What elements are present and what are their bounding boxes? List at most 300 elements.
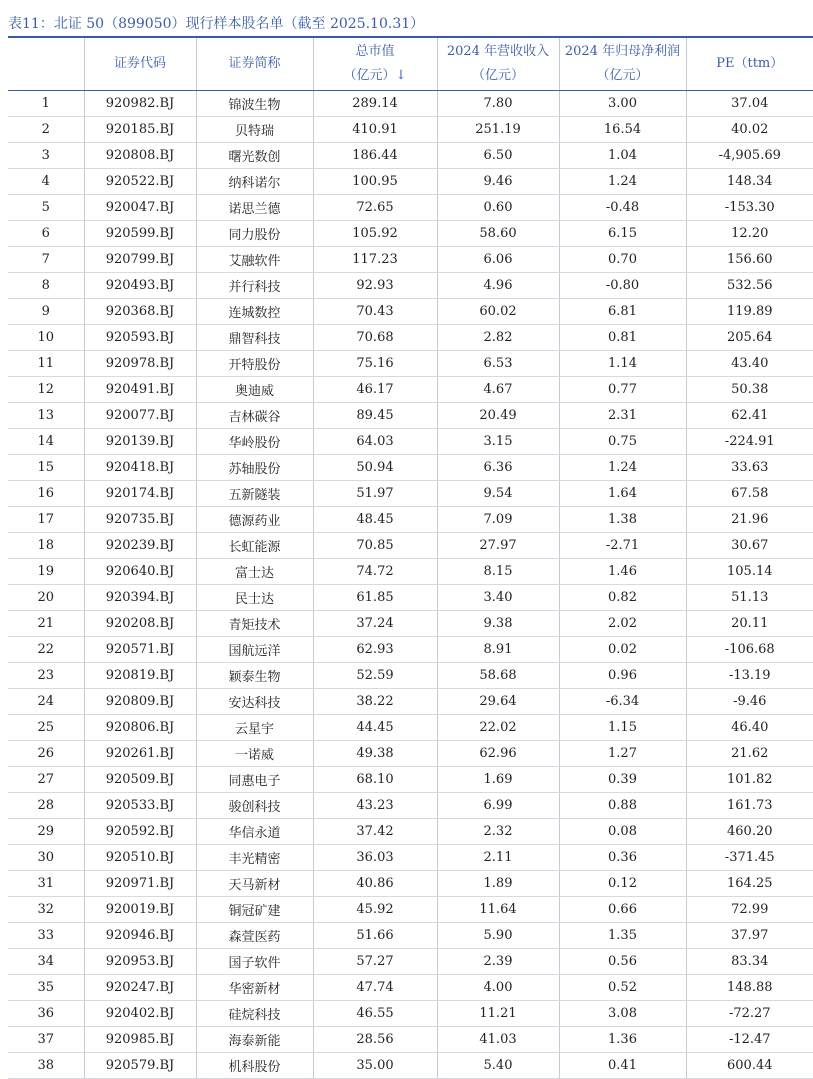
cell-net-profit: 2.02: [559, 611, 686, 637]
cell-net-profit: 0.66: [559, 897, 686, 923]
cell-market-cap: 117.23: [313, 247, 437, 273]
cell-revenue: 7.80: [437, 91, 559, 117]
cell-name: 富士达: [196, 559, 313, 585]
cell-index: 15: [8, 455, 84, 481]
cell-name: 颖泰生物: [196, 663, 313, 689]
cell-revenue: 9.46: [437, 169, 559, 195]
cell-market-cap: 38.22: [313, 689, 437, 715]
cell-revenue: 8.15: [437, 559, 559, 585]
cell-code: 920047.BJ: [84, 195, 196, 221]
cell-market-cap: 74.72: [313, 559, 437, 585]
table-row: [8, 559, 813, 585]
cell-index: 13: [8, 403, 84, 429]
cell-net-profit: 2.31: [559, 403, 686, 429]
cell-index: 4: [8, 169, 84, 195]
header-market-cap-unit: （亿元）↓: [343, 68, 407, 83]
cell-market-cap: 37.24: [313, 611, 437, 637]
cell-index: 24: [8, 689, 84, 715]
cell-net-profit: 0.36: [559, 845, 686, 871]
table-row: [8, 351, 813, 377]
cell-name: 海泰新能: [196, 1027, 313, 1053]
cell-revenue: 1.69: [437, 767, 559, 793]
cell-code: 920174.BJ: [84, 481, 196, 507]
cell-market-cap: 75.16: [313, 351, 437, 377]
cell-index: 17: [8, 507, 84, 533]
table-row: [8, 1027, 813, 1053]
cell-name: 鼎智科技: [196, 325, 313, 351]
cell-name: 同惠电子: [196, 767, 313, 793]
cell-index: 26: [8, 741, 84, 767]
cell-net-profit: 0.81: [559, 325, 686, 351]
cell-index: 9: [8, 299, 84, 325]
cell-code: 920139.BJ: [84, 429, 196, 455]
cell-index: 18: [8, 533, 84, 559]
table-row: [8, 377, 813, 403]
cell-market-cap: 410.91: [313, 117, 437, 143]
cell-name: 国子软件: [196, 949, 313, 975]
cell-pe: -224.91: [686, 429, 813, 455]
cell-index: 19: [8, 559, 84, 585]
cell-market-cap: 40.86: [313, 871, 437, 897]
cell-market-cap: 89.45: [313, 403, 437, 429]
cell-net-profit: 0.56: [559, 949, 686, 975]
header-name: 证券简称: [196, 38, 313, 91]
cell-revenue: 7.09: [437, 507, 559, 533]
cell-code: 920982.BJ: [84, 91, 196, 117]
table-row: [8, 689, 813, 715]
cell-index: 28: [8, 793, 84, 819]
cell-code: 920640.BJ: [84, 559, 196, 585]
cell-pe: 101.82: [686, 767, 813, 793]
cell-index: 3: [8, 143, 84, 169]
cell-code: 920985.BJ: [84, 1027, 196, 1053]
cell-name: 民士达: [196, 585, 313, 611]
table-row: [8, 117, 813, 143]
cell-name: 安达科技: [196, 689, 313, 715]
cell-market-cap: 105.92: [313, 221, 437, 247]
table-row: [8, 845, 813, 871]
cell-name: 丰光精密: [196, 845, 313, 871]
cell-pe: -9.46: [686, 689, 813, 715]
cell-net-profit: 3.00: [559, 91, 686, 117]
table-row: [8, 637, 813, 663]
cell-name: 艾融软件: [196, 247, 313, 273]
cell-net-profit: 0.75: [559, 429, 686, 455]
header-net-profit: [559, 38, 686, 91]
cell-pe: 67.58: [686, 481, 813, 507]
cell-pe: 460.20: [686, 819, 813, 845]
cell-index: 8: [8, 273, 84, 299]
cell-code: 920953.BJ: [84, 949, 196, 975]
cell-index: 11: [8, 351, 84, 377]
cell-index: 34: [8, 949, 84, 975]
cell-revenue: 6.99: [437, 793, 559, 819]
cell-index: 32: [8, 897, 84, 923]
cell-code: 920806.BJ: [84, 715, 196, 741]
cell-revenue: 20.49: [437, 403, 559, 429]
cell-market-cap: 61.85: [313, 585, 437, 611]
table-row: [8, 273, 813, 299]
header-net-profit-title: 2024 年归母净利润: [564, 44, 681, 59]
cell-name: 骏创科技: [196, 793, 313, 819]
cell-market-cap: 50.94: [313, 455, 437, 481]
cell-net-profit: 16.54: [559, 117, 686, 143]
cell-revenue: 4.00: [437, 975, 559, 1001]
cell-market-cap: 57.27: [313, 949, 437, 975]
cell-net-profit: 0.12: [559, 871, 686, 897]
cell-pe: 21.62: [686, 741, 813, 767]
cell-name: 苏轴股份: [196, 455, 313, 481]
cell-market-cap: 70.68: [313, 325, 437, 351]
cell-index: 35: [8, 975, 84, 1001]
cell-name: 同力股份: [196, 221, 313, 247]
cell-pe: 21.96: [686, 507, 813, 533]
table-row: [8, 299, 813, 325]
cell-net-profit: 0.52: [559, 975, 686, 1001]
cell-market-cap: 48.45: [313, 507, 437, 533]
cell-revenue: 29.64: [437, 689, 559, 715]
cell-revenue: 22.02: [437, 715, 559, 741]
cell-index: 7: [8, 247, 84, 273]
cell-net-profit: 1.27: [559, 741, 686, 767]
cell-index: 37: [8, 1027, 84, 1053]
cell-net-profit: 6.81: [559, 299, 686, 325]
cell-market-cap: 46.17: [313, 377, 437, 403]
cell-net-profit: 0.77: [559, 377, 686, 403]
cell-revenue: 2.32: [437, 819, 559, 845]
cell-net-profit: -6.34: [559, 689, 686, 715]
cell-pe: 43.40: [686, 351, 813, 377]
cell-pe: 37.04: [686, 91, 813, 117]
cell-revenue: 2.82: [437, 325, 559, 351]
cell-pe: 51.13: [686, 585, 813, 611]
cell-pe: 37.97: [686, 923, 813, 949]
table-row: [8, 897, 813, 923]
cell-name: 硅烷科技: [196, 1001, 313, 1027]
cell-name: 铜冠矿建: [196, 897, 313, 923]
cell-pe: -106.68: [686, 637, 813, 663]
cell-index: 33: [8, 923, 84, 949]
cell-net-profit: 1.35: [559, 923, 686, 949]
cell-code: 920971.BJ: [84, 871, 196, 897]
cell-index: 30: [8, 845, 84, 871]
cell-revenue: 5.40: [437, 1053, 559, 1079]
cell-net-profit: -0.48: [559, 195, 686, 221]
cell-code: 920509.BJ: [84, 767, 196, 793]
table-row: [8, 221, 813, 247]
cell-pe: 148.88: [686, 975, 813, 1001]
cell-code: 920247.BJ: [84, 975, 196, 1001]
cell-market-cap: 92.93: [313, 273, 437, 299]
cell-code: 920510.BJ: [84, 845, 196, 871]
cell-index: 22: [8, 637, 84, 663]
table-row: [8, 403, 813, 429]
cell-market-cap: 47.74: [313, 975, 437, 1001]
cell-code: 920185.BJ: [84, 117, 196, 143]
cell-name: 森萱医药: [196, 923, 313, 949]
cell-revenue: 0.60: [437, 195, 559, 221]
cell-index: 21: [8, 611, 84, 637]
cell-market-cap: 44.45: [313, 715, 437, 741]
cell-market-cap: 62.93: [313, 637, 437, 663]
cell-net-profit: 1.24: [559, 169, 686, 195]
table-row: [8, 1053, 813, 1079]
header-revenue-unit: （亿元）: [471, 68, 524, 83]
cell-market-cap: 35.00: [313, 1053, 437, 1079]
cell-index: 29: [8, 819, 84, 845]
cell-net-profit: -2.71: [559, 533, 686, 559]
cell-revenue: 5.90: [437, 923, 559, 949]
cell-code: 920019.BJ: [84, 897, 196, 923]
cell-pe: 46.40: [686, 715, 813, 741]
cell-market-cap: 72.65: [313, 195, 437, 221]
cell-market-cap: 70.85: [313, 533, 437, 559]
cell-net-profit: 1.04: [559, 143, 686, 169]
table-row: [8, 533, 813, 559]
table-row: [8, 975, 813, 1001]
cell-code: 920402.BJ: [84, 1001, 196, 1027]
cell-net-profit: -0.80: [559, 273, 686, 299]
table-row: [8, 871, 813, 897]
header-market-cap-title: 总市值: [355, 44, 395, 59]
cell-market-cap: 36.03: [313, 845, 437, 871]
cell-net-profit: 0.08: [559, 819, 686, 845]
cell-code: 920579.BJ: [84, 1053, 196, 1079]
table-row: [8, 767, 813, 793]
cell-pe: -153.30: [686, 195, 813, 221]
cell-code: 920533.BJ: [84, 793, 196, 819]
cell-net-profit: 0.70: [559, 247, 686, 273]
cell-name: 云星宇: [196, 715, 313, 741]
cell-revenue: 3.40: [437, 585, 559, 611]
cell-pe: 20.11: [686, 611, 813, 637]
cell-market-cap: 68.10: [313, 767, 437, 793]
cell-index: 1: [8, 91, 84, 117]
cell-index: 25: [8, 715, 84, 741]
cell-market-cap: 46.55: [313, 1001, 437, 1027]
cell-pe: -12.47: [686, 1027, 813, 1053]
cell-index: 10: [8, 325, 84, 351]
cell-market-cap: 49.38: [313, 741, 437, 767]
cell-name: 吉林碳谷: [196, 403, 313, 429]
cell-market-cap: 186.44: [313, 143, 437, 169]
cell-net-profit: 1.24: [559, 455, 686, 481]
header-market-cap: [313, 38, 437, 91]
table-row: [8, 819, 813, 845]
cell-pe: -4,905.69: [686, 143, 813, 169]
cell-net-profit: 0.82: [559, 585, 686, 611]
cell-net-profit: 1.64: [559, 481, 686, 507]
cell-revenue: 58.68: [437, 663, 559, 689]
cell-net-profit: 0.88: [559, 793, 686, 819]
cell-pe: 161.73: [686, 793, 813, 819]
cell-pe: 532.56: [686, 273, 813, 299]
cell-code: 920593.BJ: [84, 325, 196, 351]
cell-name: 德源药业: [196, 507, 313, 533]
cell-pe: 148.34: [686, 169, 813, 195]
cell-pe: 62.41: [686, 403, 813, 429]
cell-market-cap: 37.42: [313, 819, 437, 845]
cell-name: 曙光数创: [196, 143, 313, 169]
cell-revenue: 9.54: [437, 481, 559, 507]
cell-index: 27: [8, 767, 84, 793]
cell-revenue: 27.97: [437, 533, 559, 559]
cell-market-cap: 51.97: [313, 481, 437, 507]
cell-name: 诺思兰德: [196, 195, 313, 221]
table-row: [8, 741, 813, 767]
cell-name: 华岭股份: [196, 429, 313, 455]
header-index: [8, 38, 84, 91]
cell-name: 锦波生物: [196, 91, 313, 117]
cell-code: 920819.BJ: [84, 663, 196, 689]
table-row: [8, 455, 813, 481]
cell-name: 连城数控: [196, 299, 313, 325]
cell-index: 14: [8, 429, 84, 455]
cell-revenue: 2.11: [437, 845, 559, 871]
cell-pe: 12.20: [686, 221, 813, 247]
cell-code: 920522.BJ: [84, 169, 196, 195]
cell-name: 华密新材: [196, 975, 313, 1001]
table-row: [8, 247, 813, 273]
cell-pe: 600.44: [686, 1053, 813, 1079]
table-row: [8, 507, 813, 533]
table-row: [8, 949, 813, 975]
cell-market-cap: 100.95: [313, 169, 437, 195]
cell-net-profit: 0.02: [559, 637, 686, 663]
table-row: [8, 429, 813, 455]
cell-index: 36: [8, 1001, 84, 1027]
cell-name: 机科股份: [196, 1053, 313, 1079]
table-row: [8, 663, 813, 689]
table-row: [8, 325, 813, 351]
cell-pe: -13.19: [686, 663, 813, 689]
cell-net-profit: 0.39: [559, 767, 686, 793]
cell-pe: 33.63: [686, 455, 813, 481]
cell-name: 开特股份: [196, 351, 313, 377]
cell-index: 12: [8, 377, 84, 403]
cell-revenue: 251.19: [437, 117, 559, 143]
table-row: [8, 715, 813, 741]
cell-name: 并行科技: [196, 273, 313, 299]
cell-pe: 105.14: [686, 559, 813, 585]
table-caption: 表11：北证 50（899050）现行样本股名单（截至 2025.10.31）: [8, 16, 425, 32]
cell-revenue: 41.03: [437, 1027, 559, 1053]
table-row: [8, 923, 813, 949]
cell-pe: 156.60: [686, 247, 813, 273]
cell-pe: 30.67: [686, 533, 813, 559]
cell-index: 20: [8, 585, 84, 611]
cell-pe: 50.38: [686, 377, 813, 403]
cell-market-cap: 51.66: [313, 923, 437, 949]
cell-market-cap: 45.92: [313, 897, 437, 923]
cell-code: 920946.BJ: [84, 923, 196, 949]
cell-revenue: 58.60: [437, 221, 559, 247]
cell-code: 920493.BJ: [84, 273, 196, 299]
table-row: [8, 611, 813, 637]
cell-net-profit: 3.08: [559, 1001, 686, 1027]
cell-revenue: 4.67: [437, 377, 559, 403]
header-revenue: [437, 38, 559, 91]
cell-code: 920978.BJ: [84, 351, 196, 377]
cell-name: 一诺威: [196, 741, 313, 767]
cell-market-cap: 43.23: [313, 793, 437, 819]
cell-name: 五新隧装: [196, 481, 313, 507]
cell-code: 920571.BJ: [84, 637, 196, 663]
cell-name: 贝特瑞: [196, 117, 313, 143]
cell-code: 920239.BJ: [84, 533, 196, 559]
table-row: [8, 1001, 813, 1027]
table-row: [8, 481, 813, 507]
cell-net-profit: 0.96: [559, 663, 686, 689]
cell-code: 920808.BJ: [84, 143, 196, 169]
cell-revenue: 3.15: [437, 429, 559, 455]
cell-net-profit: 1.15: [559, 715, 686, 741]
header-code: 证券代码: [84, 38, 196, 91]
table-row: [8, 793, 813, 819]
cell-name: 纳科诺尔: [196, 169, 313, 195]
cell-revenue: 4.96: [437, 273, 559, 299]
cell-revenue: 60.02: [437, 299, 559, 325]
cell-revenue: 8.91: [437, 637, 559, 663]
cell-code: 920208.BJ: [84, 611, 196, 637]
table-row: [8, 91, 813, 117]
cell-index: 38: [8, 1053, 84, 1079]
cell-revenue: 11.21: [437, 1001, 559, 1027]
cell-pe: 205.64: [686, 325, 813, 351]
cell-market-cap: 52.59: [313, 663, 437, 689]
cell-pe: 83.34: [686, 949, 813, 975]
cell-name: 天马新材: [196, 871, 313, 897]
cell-net-profit: 1.46: [559, 559, 686, 585]
cell-code: 920491.BJ: [84, 377, 196, 403]
cell-revenue: 62.96: [437, 741, 559, 767]
table-row: [8, 143, 813, 169]
cell-name: 青矩技术: [196, 611, 313, 637]
cell-index: 2: [8, 117, 84, 143]
cell-code: 920418.BJ: [84, 455, 196, 481]
cell-index: 16: [8, 481, 84, 507]
table-row: [8, 169, 813, 195]
header-net-profit-unit: （亿元）: [596, 68, 649, 83]
cell-revenue: 11.64: [437, 897, 559, 923]
cell-net-profit: 0.41: [559, 1053, 686, 1079]
cell-market-cap: 28.56: [313, 1027, 437, 1053]
cell-pe: 72.99: [686, 897, 813, 923]
cell-pe: -72.27: [686, 1001, 813, 1027]
table-row: [8, 585, 813, 611]
cell-name: 华信永道: [196, 819, 313, 845]
cell-index: 5: [8, 195, 84, 221]
cell-code: 920809.BJ: [84, 689, 196, 715]
cell-index: 23: [8, 663, 84, 689]
cell-index: 6: [8, 221, 84, 247]
cell-pe: 164.25: [686, 871, 813, 897]
cell-revenue: 6.36: [437, 455, 559, 481]
cell-pe: 40.02: [686, 117, 813, 143]
header-revenue-title: 2024 年营收收入: [446, 44, 550, 59]
cell-revenue: 6.06: [437, 247, 559, 273]
cell-net-profit: 1.14: [559, 351, 686, 377]
cell-code: 920368.BJ: [84, 299, 196, 325]
cell-revenue: 6.53: [437, 351, 559, 377]
cell-index: 31: [8, 871, 84, 897]
table-body: [8, 91, 813, 1079]
cell-pe: 119.89: [686, 299, 813, 325]
cell-net-profit: 1.38: [559, 507, 686, 533]
cell-revenue: 9.38: [437, 611, 559, 637]
cell-name: 长虹能源: [196, 533, 313, 559]
cell-code: 920735.BJ: [84, 507, 196, 533]
